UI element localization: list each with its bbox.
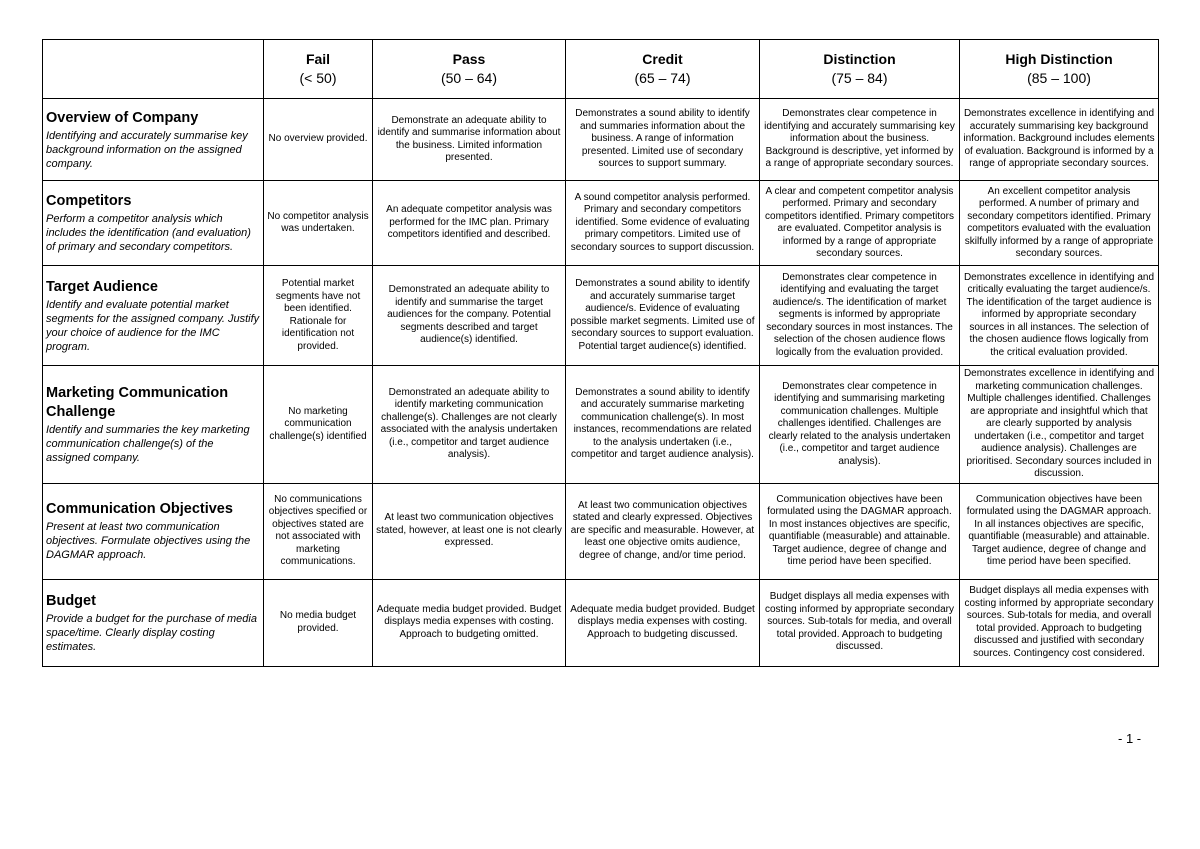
- rubric-row-target-audience: [43, 266, 1159, 366]
- fail-descriptor: Potential market segments have not been identified. Rationale for identification not provided.: [264, 266, 373, 366]
- criterion-cell: [43, 99, 264, 181]
- fail-descriptor: No communications objectives specified or objectives stated are not associated with marketing communications.: [264, 483, 373, 579]
- grade-range: (85 – 100): [1027, 70, 1091, 86]
- high-distinction-descriptor: Demonstrates excellence in identifying and critically evaluating the target audience/s. The identification of the target audience is informed by appropriate secondary sources in all instances. The selection of the chosen audience flows logically from the critical evaluation provided.: [960, 266, 1159, 366]
- distinction-descriptor: Communication objectives have been formulated using the DAGMAR approach. In most instances objectives are specific, quantifiable (measurable) and attainable. Target audience, degree of change and time period have been specified.: [760, 483, 960, 579]
- fail-descriptor: No media budget provided.: [264, 579, 373, 666]
- high-distinction-descriptor: Demonstrates excellence in identifying and accurately summarising key background information. Background includes elements of evaluation. Background is informed by a range of appropriate secondary sources.: [960, 99, 1159, 181]
- pass-descriptor: Demonstrate an adequate ability to identify and summarise information about the business. Limited information presented.: [373, 99, 566, 181]
- grade-name: Pass: [452, 51, 486, 67]
- grade-name: High Distinction: [1005, 51, 1113, 67]
- marking-rubric-table: [42, 39, 1159, 667]
- grade-header-pass: [373, 40, 566, 99]
- pass-descriptor: At least two communication objectives stated, however, at least one is not clearly expressed.: [373, 483, 566, 579]
- criterion-cell: [43, 266, 264, 366]
- criterion-description: Identifying and accurately summarise key background information on the assigned company.: [46, 129, 248, 170]
- grade-range: (< 50): [299, 70, 337, 86]
- pass-descriptor: Adequate media budget provided. Budget displays media expenses with costing. Approach to budgeting omitted.: [373, 579, 566, 666]
- rubric-row-marketing-communication-challenge: [43, 366, 1159, 484]
- high-distinction-descriptor: Communication objectives have been formulated using the DAGMAR approach. In all instances objectives are specific, quantifiable (measurable) and attainable. Target audience, degree of change and time period have been specified.: [960, 483, 1159, 579]
- distinction-descriptor: Demonstrates clear competence in identifying and accurately summarising key information about the business. Background is descriptive, yet informed by a range of appropriate secondary sources.: [760, 99, 960, 181]
- distinction-descriptor: Demonstrates clear competence in identifying and evaluating the target audience/s. The identification of market segments is informed by appropriate secondary sources in most instances. The selection of the chosen audience flows logically from the evaluation provided.: [760, 266, 960, 366]
- criterion-description: Provide a budget for the purchase of media space/time. Clearly display costing estimates.: [46, 612, 257, 653]
- pass-descriptor: Demonstrated an adequate ability to identify marketing communication challenge(s). Challenges are not clearly associated with the analysis undertaken (i.e., competitor and target audience analysis).: [373, 366, 566, 484]
- high-distinction-descriptor: Demonstrates excellence in identifying and marketing communication challenges. Multiple challenges identified. Challenges are appropriate and insightful which that are clearly supported by analysis undertaken (i.e., competitor and target audience analysis). Challenges are prioritised. Secondary sources included in discussion.: [960, 366, 1159, 484]
- credit-descriptor: A sound competitor analysis performed. Primary and secondary competitors identified. Some evidence of evaluating primary competitors. Limited use of secondary sources to support discussion.: [566, 181, 760, 266]
- grade-header-high-distinction: [960, 40, 1159, 99]
- credit-descriptor: At least two communication objectives stated and clearly expressed. Objectives are specific and measurable. However, at least one objective omits audience, degree of change, and/or time period.: [566, 483, 760, 579]
- high-distinction-descriptor: Budget displays all media expenses with costing informed by appropriate secondary sources. Sub-totals for media, and overall total provided. Approach to budgeting discussed and justified with secondary sources. Contingency cost considered.: [960, 579, 1159, 666]
- criterion-title: Communication Objectives: [46, 501, 233, 517]
- criterion-title: Budget: [46, 592, 96, 609]
- fail-descriptor: No overview provided.: [264, 99, 373, 181]
- rubric-row-competitors: [43, 181, 1159, 266]
- criterion-cell: [43, 181, 264, 266]
- rubric-row-overview: [43, 99, 1159, 181]
- grade-name: Credit: [642, 51, 683, 67]
- distinction-descriptor: A clear and competent competitor analysis performed. Primary and secondary competitors identified. Primary competitors are evaluated. Competitor analysis is informed by a range of appropriate secondary sources.: [760, 181, 960, 266]
- criterion-title: Overview of Company: [46, 109, 199, 126]
- grade-header-credit: [566, 40, 760, 99]
- criterion-description: Identify and summaries the key marketing communication challenge(s) of the assigned company.: [46, 423, 250, 464]
- grade-header-fail: [264, 40, 373, 99]
- page-number: - 1 -: [1118, 731, 1142, 746]
- credit-descriptor: Demonstrates a sound ability to identify and accurately summarise marketing communication challenge(s). In most instances, recommendations are related to the analysis undertaken (i.e., competitor and target audience analysis).: [566, 366, 760, 484]
- criterion-description: Perform a competitor analysis which includes the identification (and evaluation) of primary and secondary competitors.: [46, 213, 251, 253]
- grade-name: Distinction: [823, 51, 896, 67]
- grade-range: (50 – 64): [440, 70, 498, 86]
- grade-header-distinction: [760, 40, 960, 99]
- corner-cell: [43, 40, 264, 99]
- credit-descriptor: Adequate media budget provided. Budget displays media expenses with costing. Approach to budgeting discussed.: [566, 579, 760, 666]
- high-distinction-descriptor: An excellent competitor analysis performed. A number of primary and secondary competitors identified. Primary competitors evaluated with the evaluation skilfully informed by a range of appropriate secondary sources.: [960, 181, 1159, 266]
- fail-descriptor: No marketing communication challenge(s) identified: [264, 366, 373, 484]
- rubric-row-budget: [43, 579, 1159, 666]
- grade-header-row: [43, 40, 1159, 99]
- distinction-descriptor: Demonstrates clear competence in identifying and summarising marketing communication challenges. Multiple challenges identified. Challenges are clearly related to the analysis undertaken (i.e., competitor and target audience analysis).: [760, 366, 960, 484]
- credit-descriptor: Demonstrates a sound ability to identify and summaries information about the business. A range of information presented. Limited use of secondary sources to support summary.: [566, 99, 760, 181]
- criterion-title: Competitors: [46, 193, 132, 209]
- criterion-cell: [43, 579, 264, 666]
- pass-descriptor: An adequate competitor analysis was performed for the IMC plan. Primary competitors identified and described.: [373, 181, 566, 266]
- criterion-title: Marketing Communication Challenge: [46, 384, 229, 420]
- rubric-row-communication-objectives: [43, 483, 1159, 579]
- pass-descriptor: Demonstrated an adequate ability to identify and summarise the target audiences for the company. Potential segments described and target audience(s) identified.: [373, 266, 566, 366]
- criterion-title: Target Audience: [46, 278, 158, 295]
- criterion-description: Present at least two communication objectives. Formulate objectives using the DAGMAR approach.: [46, 521, 251, 561]
- criterion-description: Identify and evaluate potential market segments for the assigned company. Justify your choice of audience for the IMC program.: [46, 298, 260, 353]
- grade-range: (75 – 84): [831, 70, 888, 86]
- criterion-cell: [43, 366, 264, 484]
- fail-descriptor: No competitor analysis was undertaken.: [264, 181, 373, 266]
- credit-descriptor: Demonstrates a sound ability to identify and accurately summarise target audience/s. Evidence of evaluating possible market segments. Limited use of secondary sources to support evaluation. Potential target audience(s) identified.: [566, 266, 760, 366]
- criterion-cell: [43, 483, 264, 579]
- grade-name: Fail: [305, 51, 331, 67]
- distinction-descriptor: Budget displays all media expenses with costing informed by appropriate secondary sources. Sub-totals for media, and overall total provided. Approach to budgeting discussed.: [760, 579, 960, 666]
- grade-range: (65 – 74): [634, 70, 691, 86]
